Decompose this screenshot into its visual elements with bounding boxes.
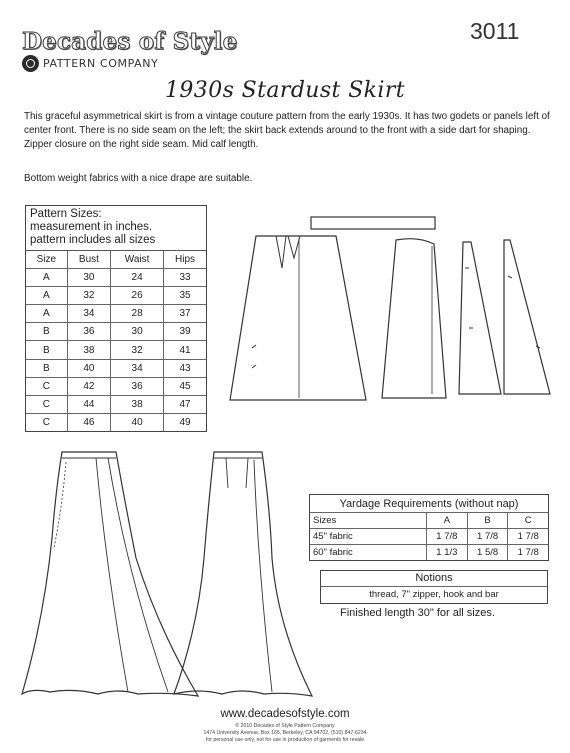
table-cell: 45" fabric [310,529,427,545]
table-row [26,341,206,359]
table-cell: 49 [164,413,206,431]
header-cell: Bust [67,251,110,269]
website-link[interactable]: www.decadesofstyle.com [220,708,350,720]
table-row [26,269,206,287]
table-cell: 40 [67,359,110,377]
table-cell: 44 [67,395,110,413]
table-cell: 36 [67,323,110,341]
table-row [26,305,206,323]
table-cell: 47 [164,395,206,413]
table-header-row [26,251,206,269]
table-cell: 1 7/8 [467,529,508,545]
table-cell: 33 [164,269,206,287]
header-cell: C [508,513,548,529]
table-cell: 60" fabric [310,545,427,561]
sizes-caption-line: Pattern Sizes: [30,208,102,220]
table-cell: 32 [67,287,110,305]
table-cell: A [26,287,67,305]
header-cell: Hips [164,251,206,269]
yardage-title: Yardage Requirements (without nap) [310,495,548,513]
table-row [310,545,548,561]
table-cell: 36 [111,377,164,395]
brand-sub-wrap [22,55,158,72]
table-cell: 1 7/8 [508,529,548,545]
rose-icon [22,55,39,72]
table-header-row [310,513,548,529]
table-cell: 35 [164,287,206,305]
table-cell: B [26,359,67,377]
waistband-piece [310,214,436,232]
header-cell: B [467,513,508,529]
fabric-note: Bottom weight fabrics with a nice drape are suitable. [24,173,253,184]
table-cell: A [26,305,67,323]
table-cell: 30 [67,269,110,287]
pattern-piece-godet [455,238,505,398]
pattern-number: 3011 [470,18,520,44]
pattern-title: 1930s Stardust Skirt [165,78,405,103]
table-cell: 30 [111,323,164,341]
sizes-caption-line: measurement in inches. [30,221,153,233]
table-cell: 1 5/8 [467,545,508,561]
notions-title: Notions [321,571,547,587]
yardage-grid [310,495,548,560]
header-cell: Waist [111,251,164,269]
usage-note: for personal use only, not for use in production of garments for resale [205,737,365,743]
table-cell: 42 [67,377,110,395]
table-cell: 39 [164,323,206,341]
skirt-back-view [168,448,318,703]
table-row [26,359,206,377]
table-row [26,395,206,413]
notions-box [320,570,548,604]
pattern-piece-side [500,236,555,398]
table-row [310,529,548,545]
table-cell: 45 [164,377,206,395]
table-cell: 26 [111,287,164,305]
header-cell: Sizes [310,513,427,529]
header-cell: Size [26,251,67,269]
table-cell: B [26,323,67,341]
table-cell: 46 [67,413,110,431]
table-cell: C [26,377,67,395]
header-cell: A [427,513,468,529]
copyright: © 2010 Decades of Style Pattern Company [235,723,335,729]
yardage-title-row [310,495,548,513]
table-cell: 24 [111,269,164,287]
table-cell: 43 [164,359,206,377]
finished-length: Finished length 30" for all sizes. [340,607,495,619]
skirt-front-view [18,448,203,703]
pattern-piece-front [226,228,376,408]
table-cell: 32 [111,341,164,359]
table-row [26,413,206,431]
table-cell: 1 1/3 [427,545,468,561]
brand-logo: Decades of Style [22,28,238,55]
table-cell: 41 [164,341,206,359]
table-cell: B [26,341,67,359]
table-cell: 40 [111,413,164,431]
yardage-table [309,494,549,561]
sizes-grid [26,251,206,431]
table-row [26,287,206,305]
table-cell: 34 [67,305,110,323]
table-row [26,323,206,341]
table-cell: 1 7/8 [427,529,468,545]
brand-sub: PATTERN COMPANY [43,57,159,70]
address: 1474 University Avenue, Box 165, Berkeley, CA 94702, (510) 847-6234 [203,730,367,736]
table-cell: C [26,413,67,431]
table-cell: C [26,395,67,413]
sizes-table [25,205,207,432]
table-row [26,377,206,395]
sizes-caption-line: pattern includes all sizes [30,234,156,246]
table-cell: 37 [164,305,206,323]
table-cell: 1 7/8 [508,545,548,561]
table-cell: 28 [111,305,164,323]
table-cell: A [26,269,67,287]
description: This graceful asymmetrical skirt is from a vintage couture pattern from the early 1930s. It has two godets or panels left of center front. There is no side seam on the left; the skirt back extends around to the front with a side dart for shaping. Zipper closure on the right side seam. Mid calf length. [24,111,550,150]
sizes-caption [26,206,206,251]
table-cell: 34 [111,359,164,377]
notions-items: thread, 7" zipper, hook and bar [369,589,499,600]
pattern-piece-back [378,234,450,404]
table-cell: 38 [111,395,164,413]
table-cell: 38 [67,341,110,359]
